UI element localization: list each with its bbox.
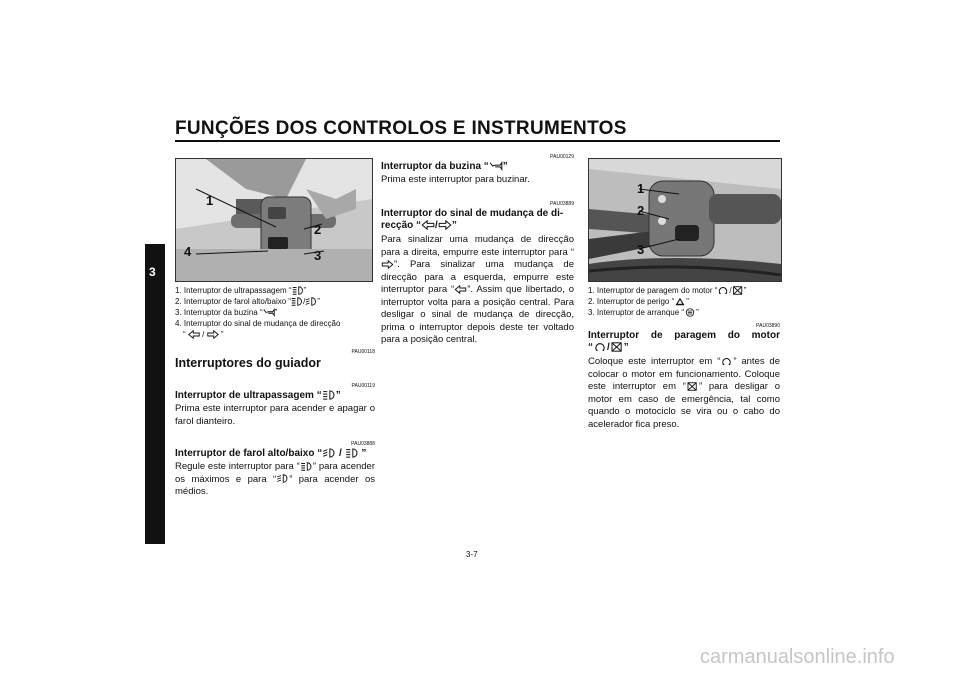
caption-2: 2. Interruptor de perigo “ ”: [588, 297, 689, 306]
pass-code: PAU00119: [351, 383, 375, 389]
engine-run-icon: [593, 342, 607, 352]
caption-3: 3. Interruptor de arranque “ ”: [588, 308, 699, 317]
chapter-tab: [145, 244, 165, 544]
chapter-number: 3: [149, 265, 156, 279]
low-beam-icon: [276, 474, 289, 483]
section-heading: Interruptores do guiador: [175, 356, 321, 370]
caption-4: 4. Interruptor do sinal de mudança de direcção: [175, 319, 341, 328]
photo-label-1: 1: [637, 181, 645, 196]
high-beam-icon: [345, 448, 359, 458]
dimmer-heading: Interruptor de farol alto/baixo “ / ”: [175, 448, 367, 459]
pass-icon: [292, 286, 304, 295]
horn-code: PAU00129: [550, 154, 574, 160]
section-code: PAU00118: [351, 349, 375, 355]
low-beam-icon: [305, 297, 317, 306]
photo-label-3: 3: [314, 248, 322, 263]
caption-4-icons: “ / ”: [183, 330, 224, 339]
right-captions: [588, 285, 788, 318]
stop-body: Coloque este interruptor em “ ” antes de colocar o motor em funcionamento. Coloque este interruptor em “ ” para desligar o motor em caso de emergência, tal como quando o motociclo se vira ou o cabo do acelerador fica preso.: [588, 356, 781, 430]
photo-label-3: 3: [637, 242, 645, 257]
horn-heading: Interruptor da buzina “ ”: [381, 161, 508, 172]
page-title: FUNÇÕES DOS CONTROLOS E INSTRUMENTOS: [175, 118, 627, 139]
watermark: carmanualsonline.info: [700, 646, 895, 668]
left-captions: [175, 285, 375, 340]
engine-stop-icon: [732, 286, 744, 295]
turn-left-icon: [421, 220, 435, 230]
pass-icon: [322, 390, 336, 400]
engine-stop-icon: [686, 382, 699, 391]
turn-left-icon: [454, 285, 467, 294]
horn-icon: [489, 161, 503, 171]
hazard-icon: [674, 297, 686, 306]
dimmer-code: PAU03888: [351, 441, 375, 447]
stop-code: PAU03890: [756, 323, 780, 329]
turn-code: PAU03889: [550, 201, 574, 207]
right-handlebar-photo: [588, 158, 782, 282]
photo-label-1: 1: [206, 193, 214, 208]
title-rule: [175, 140, 780, 142]
caption-1: 1. Interruptor de paragem do motor “ / ”: [588, 286, 747, 295]
page-number: 3-7: [466, 550, 478, 559]
engine-run-icon: [720, 357, 733, 366]
engine-run-icon: [717, 286, 729, 295]
caption-1: 1. Interruptor de ultrapassagem “ ”: [175, 286, 307, 295]
turn-right-icon: [381, 260, 394, 269]
start-icon: [684, 308, 696, 317]
pass-heading: Interruptor de ultrapassagem “ ”: [175, 390, 341, 401]
dimmer-body: Regule este interruptor para “ ” para acender os máximos e para “ ” para acender os médios.: [175, 461, 376, 497]
caption-2: 2. Interruptor de farol alto/baixo “ / ”: [175, 297, 320, 306]
turn-right-icon: [207, 330, 219, 339]
turn-left-icon: [188, 330, 200, 339]
turn-body: Para sinalizar uma mudança de direcção para a direita, empurre este interruptor para “”. Para sinalizar uma mudança de direcção para a esquerda, empurre este interruptor para “ ”. Assim que libertado, o interruptor volta para a posição central. Para desligar o sinal de mudança de direcção, prima o interruptor depois deste ter voltado para a posição central.: [381, 234, 574, 345]
low-beam-icon: [322, 448, 336, 458]
photo-label-2: 2: [637, 203, 645, 218]
left-handlebar-photo: [175, 158, 373, 282]
horn-body: Prima este interruptor para buzinar.: [381, 174, 530, 185]
photo-label-2: 2: [314, 222, 322, 237]
stop-heading: Interruptor de paragem do motor “ / ”: [588, 330, 780, 353]
turn-heading: Interruptor do sinal de mudança de di- recção “ / ”: [381, 208, 564, 231]
high-beam-icon: [291, 297, 303, 306]
engine-stop-icon: [610, 342, 624, 352]
horn-icon: [263, 308, 275, 317]
pass-body: Prima este interruptor para acender e apagar o farol dianteiro.: [175, 403, 375, 427]
photo-label-4: 4: [184, 244, 192, 259]
turn-right-icon: [438, 220, 452, 230]
high-beam-icon: [300, 462, 313, 471]
caption-3: 3. Interruptor da buzina “ ”: [175, 308, 278, 317]
